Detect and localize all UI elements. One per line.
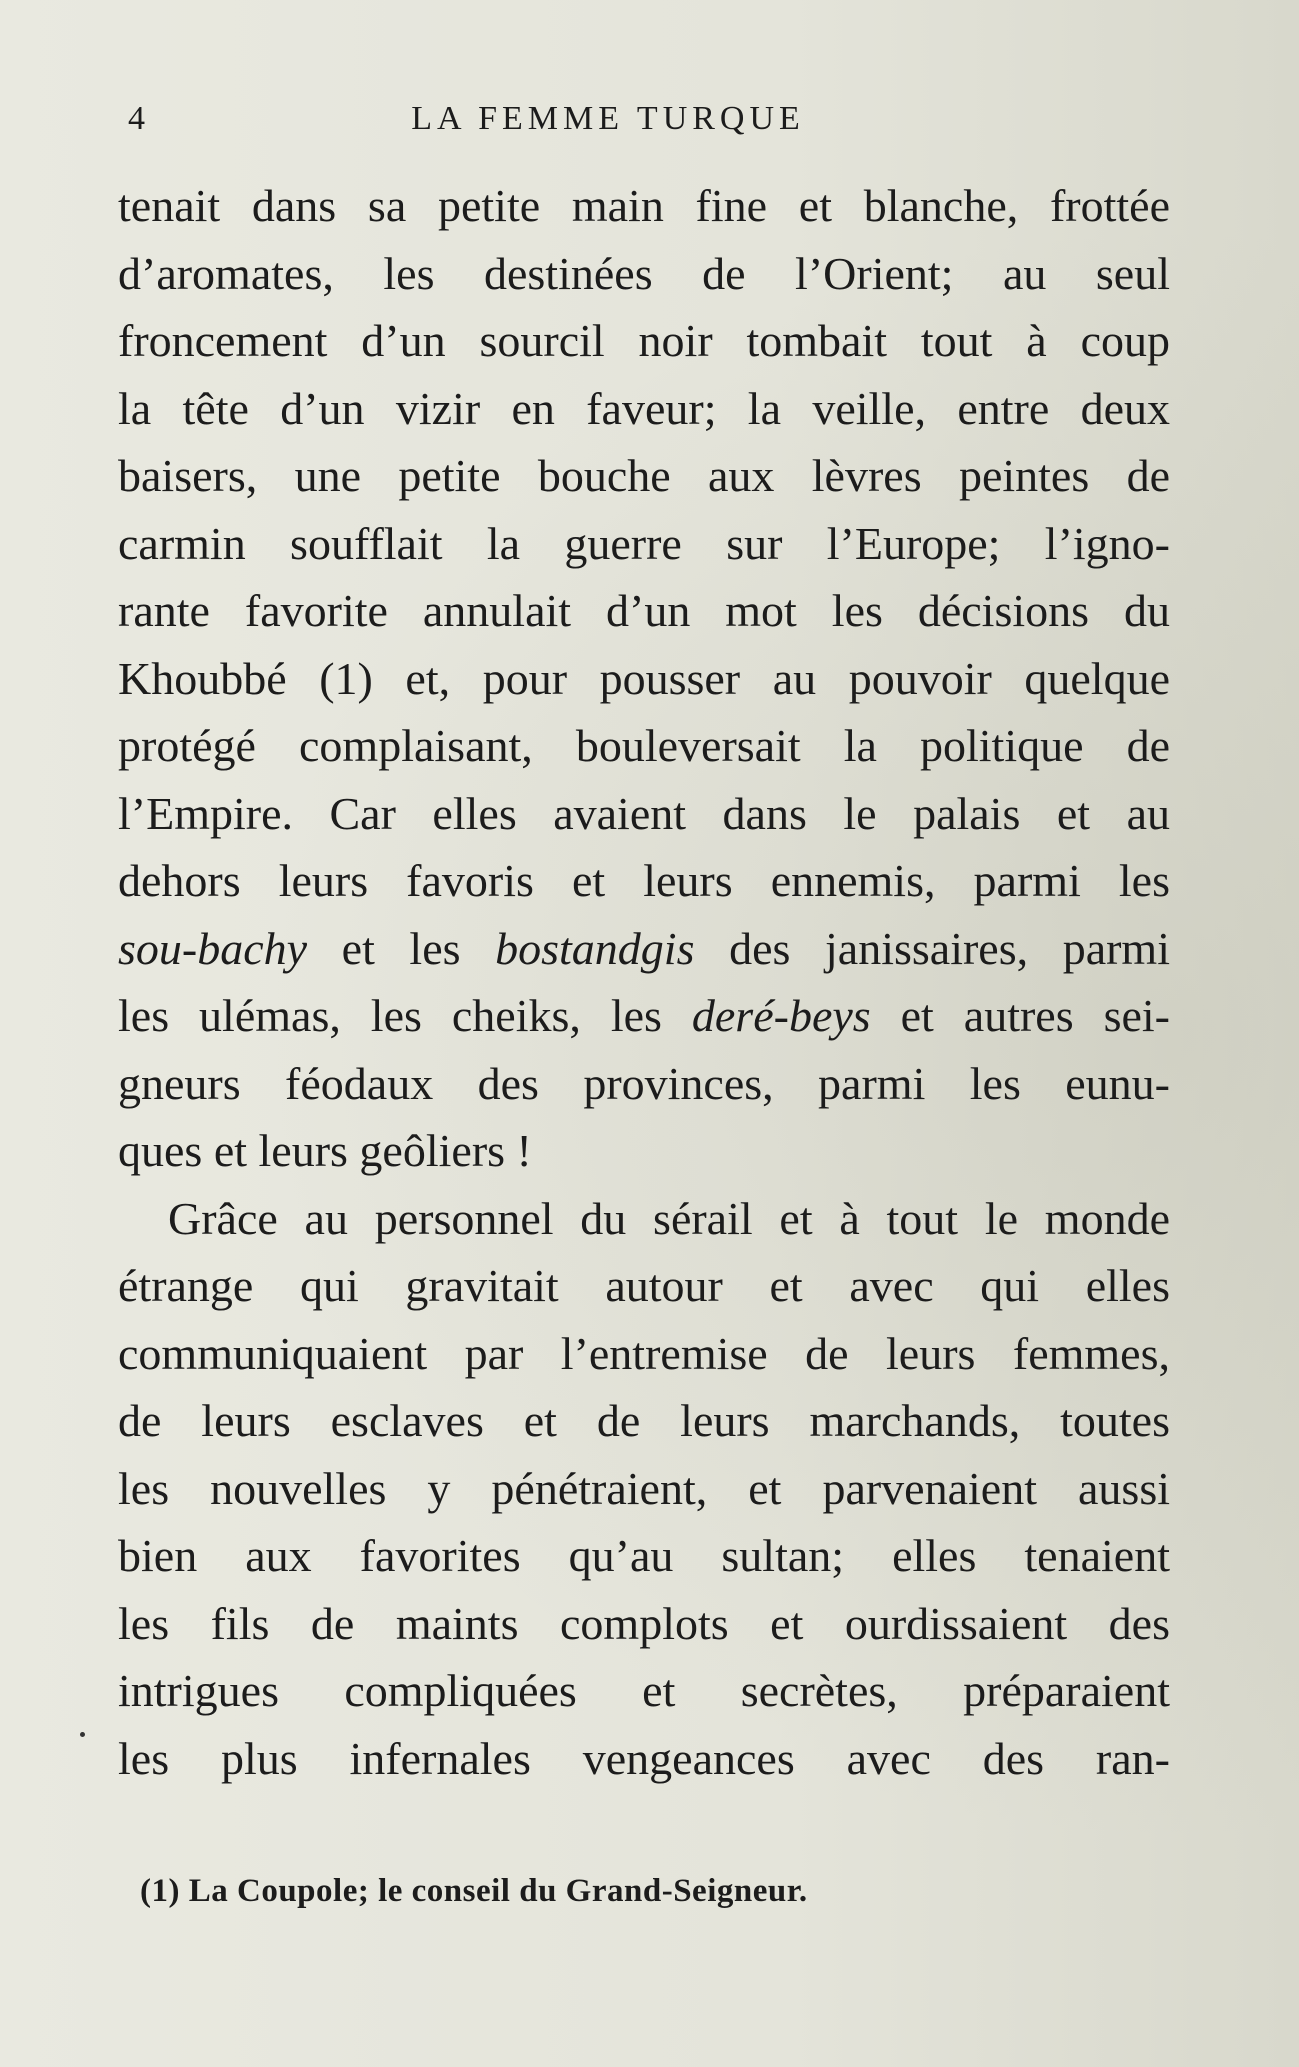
margin-speck <box>80 1732 85 1737</box>
text-line: les fils de maints complots et ourdissaient des <box>118 1597 1170 1649</box>
text-line: la tête d’un vizir en faveur; la veille, entre deux <box>118 382 1170 434</box>
text-line: de leurs esclaves et de leurs marchands, toutes <box>118 1395 1170 1446</box>
text-line: communiquaient par l’entremise de leurs femmes, <box>118 1327 1170 1379</box>
body-text <box>118 172 1170 1792</box>
text-line: ques et leurs geôliers ! <box>118 1125 532 1176</box>
text-line: froncement d’un sourcil noir tombait tout à coup <box>118 315 1170 366</box>
text-line: d’aromates, les destinées de l’Orient; au seul <box>118 247 1170 299</box>
text-fragment: les ulémas, les cheiks, les <box>118 990 692 1041</box>
running-title: LA FEMME TURQUE <box>411 100 805 137</box>
text-line: carmin soufflait la guerre sur l’Europe; l’igno- <box>118 517 1170 569</box>
text-line: gneurs féodaux des provinces, parmi les eunu- <box>118 1057 1170 1109</box>
text-line: baisers, une petite bouche aux lèvres peintes de <box>118 450 1170 501</box>
text-fragment: et autres sei- <box>870 990 1171 1041</box>
text-line: l’Empire. Car elles avaient dans le palais et au <box>118 787 1170 839</box>
text-line: les nouvelles y pénétraient, et parvenaient aussi <box>118 1462 1170 1514</box>
text-line: dehors leurs favoris et leurs ennemis, parmi les <box>118 855 1170 906</box>
footnote: (1) La Coupole; le conseil du Grand-Seigneur. <box>140 1873 808 1909</box>
running-head <box>128 100 1168 148</box>
text-line: bien aux favorites qu’au sultan; elles tenaient <box>118 1530 1170 1581</box>
italic-term: bostandgis <box>495 922 695 974</box>
text-line: Khoubbé (1) et, pour pousser au pouvoir quelque <box>118 652 1170 704</box>
text-fragment: des janissaires, parmi <box>694 922 1170 974</box>
italic-term: deré-beys <box>691 990 871 1041</box>
italic-term: sou-bachy <box>118 922 308 974</box>
text-line-italic-terms <box>118 915 1170 983</box>
text-line-italic-terms <box>118 982 1170 1050</box>
page-number: 4 <box>128 100 150 137</box>
paragraph-start-line: Grâce au personnel du sérail et à tout le monde <box>168 1192 1170 1244</box>
text-line: intrigues compliquées et secrètes, préparaient <box>118 1665 1170 1716</box>
text-fragment: et les <box>307 922 496 974</box>
text-line: tenait dans sa petite main fine et blanche, frottée <box>118 180 1170 231</box>
text-line: étrange qui gravitait autour et avec qui elles <box>118 1260 1170 1311</box>
text-line: les plus infernales vengeances avec des ran- <box>118 1732 1170 1784</box>
text-line: rante favorite annulait d’un mot les décisions du <box>118 585 1170 636</box>
text-line: protégé complaisant, bouleversait la politique de <box>118 720 1170 771</box>
